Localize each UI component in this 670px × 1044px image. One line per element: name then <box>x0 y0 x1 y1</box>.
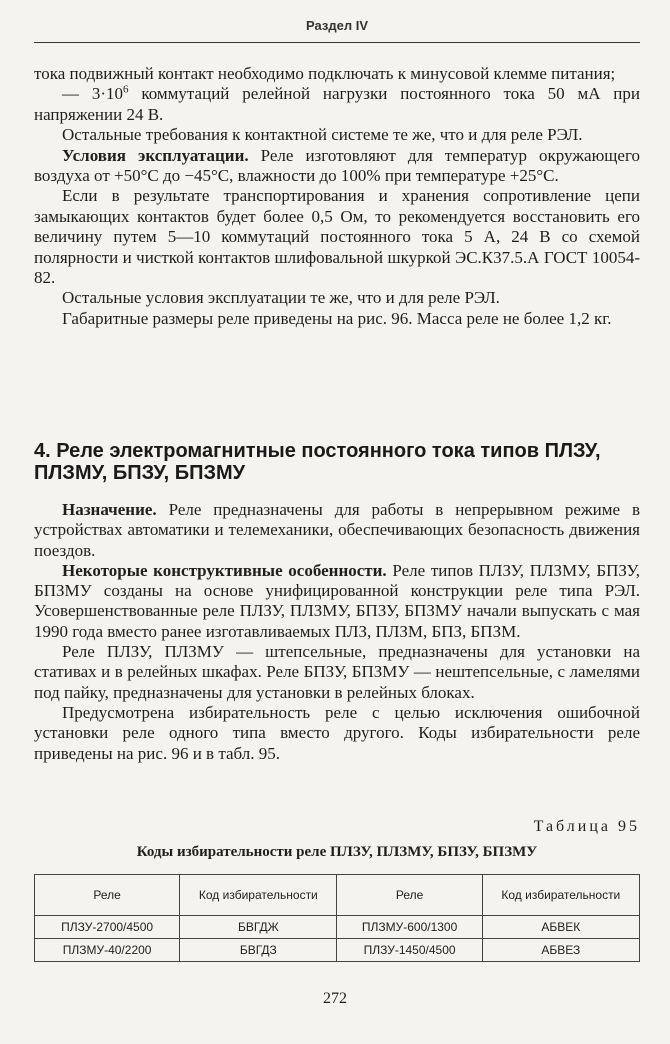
table-cell: ПЛЗУ-2700/4500 <box>35 916 180 939</box>
header-rule <box>34 42 640 43</box>
section-2-text <box>34 500 640 764</box>
text-fragment: — 3·10 <box>62 84 123 104</box>
table-row <box>35 916 640 939</box>
paragraph <box>34 500 640 561</box>
paragraph <box>34 84 640 125</box>
table-caption: Коды избирательности реле ПЛЗУ, ПЛЗМУ, БПЗУ, БПЗМУ <box>136 844 538 860</box>
table-cell: АБВЕЗ <box>482 939 639 962</box>
column-header: Код избирательности <box>180 875 337 916</box>
run-in-heading: Условия эксплуатации. <box>62 145 249 165</box>
table-cell: ПЛЗУ-1450/4500 <box>337 939 482 962</box>
text-fragment: Реле изготовляют для температур окружающего воздуха от +50°С до −45°С, влажности до 100% при температуре +25°С. <box>34 145 640 186</box>
section-title: 4. Реле электромагнитные постоянного тока типов ПЛЗУ, ПЛЗМУ, БПЗУ, БПЗМУ <box>34 440 601 484</box>
paragraph: тока подвижный контакт необходимо подключать к минусовой клемме питания; <box>34 64 616 83</box>
table-cell: БВГДЖ <box>180 916 337 939</box>
paragraph: Если в результате транспортирования и хранения сопротивление цепи замыкающих контактов будет более 0,5 Ом, то рекомендуется восстановить его величину путем 5—10 коммутаций постоянного тока 5 А, 24 В со схемой полярности и чисткой контактов шлифовальной шкуркой ЭС.К37.5.А ГОСТ 10054-82. <box>34 186 640 288</box>
page-number: 272 <box>323 990 347 1007</box>
text-fragment: Реле предназначены для работы в непрерывном режиме в устройствах автоматики и телемеханики, обеспечивающих безопасность движения поездов. <box>34 500 640 560</box>
table-cell: ПЛЗМУ-600/1300 <box>337 916 482 939</box>
table-label: Таблица 95 <box>533 818 640 835</box>
text-fragment: Реле типов ПЛЗУ, ПЛЗМУ, БПЗУ, БПЗМУ созданы на основе унифицированной конструкции реле типа РЭЛ. Усовершенствованные реле ПЛЗУ, ПЛЗМУ, БПЗУ, БПЗМУ начали выпускать с мая 1990 года вместо ранее изготавливаемых ПЛЗ, ПЛЗМ, БПЗ, БПЗМ. <box>34 560 640 641</box>
paragraph: Остальные требования к контактной системе те же, что и для реле РЭЛ. <box>62 125 583 145</box>
paragraph <box>34 561 640 642</box>
table-cell: БВГДЗ <box>180 939 337 962</box>
run-in-heading: Назначение. <box>62 500 157 519</box>
paragraph: Предусмотрена избирательность реле с целью исключения ошибочной установки реле одного типа вместо другого. Коды избирательности реле приведены на рис. 96 и в табл. 95. <box>34 702 640 763</box>
superscript: 6 <box>123 83 129 96</box>
table-cell: АБВЕК <box>482 916 639 939</box>
column-header: Код избирательности <box>482 875 639 916</box>
paragraph: Габаритные размеры реле приведены на рис. 96. Масса реле не более 1,2 кг. <box>62 308 612 328</box>
column-header: Реле <box>337 875 482 916</box>
paragraph <box>34 146 640 187</box>
column-header: Реле <box>35 875 180 916</box>
section-1-text <box>34 64 640 329</box>
text-fragment: коммутаций релейной нагрузки постоянного тока 50 мА при напряжении 24 В. <box>34 84 640 124</box>
running-header: Раздел IV <box>306 18 368 33</box>
run-in-heading: Некоторые конструктивные особенности. <box>62 560 387 580</box>
codes-table <box>34 874 640 962</box>
table-row <box>35 939 640 962</box>
paragraph: Остальные условия эксплуатации те же, что и для реле РЭЛ. <box>62 288 500 308</box>
paragraph: Реле ПЛЗУ, ПЛЗМУ — штепсельные, предназначены для установки на стативах и в релейных шкафах. Реле БПЗУ, БПЗМУ — нештепсельные, с ламелями под пайку, предназначены для установки в релейных блоках. <box>34 642 640 702</box>
table-cell: ПЛЗМУ-40/2200 <box>35 939 180 962</box>
table-header-row <box>35 875 640 916</box>
